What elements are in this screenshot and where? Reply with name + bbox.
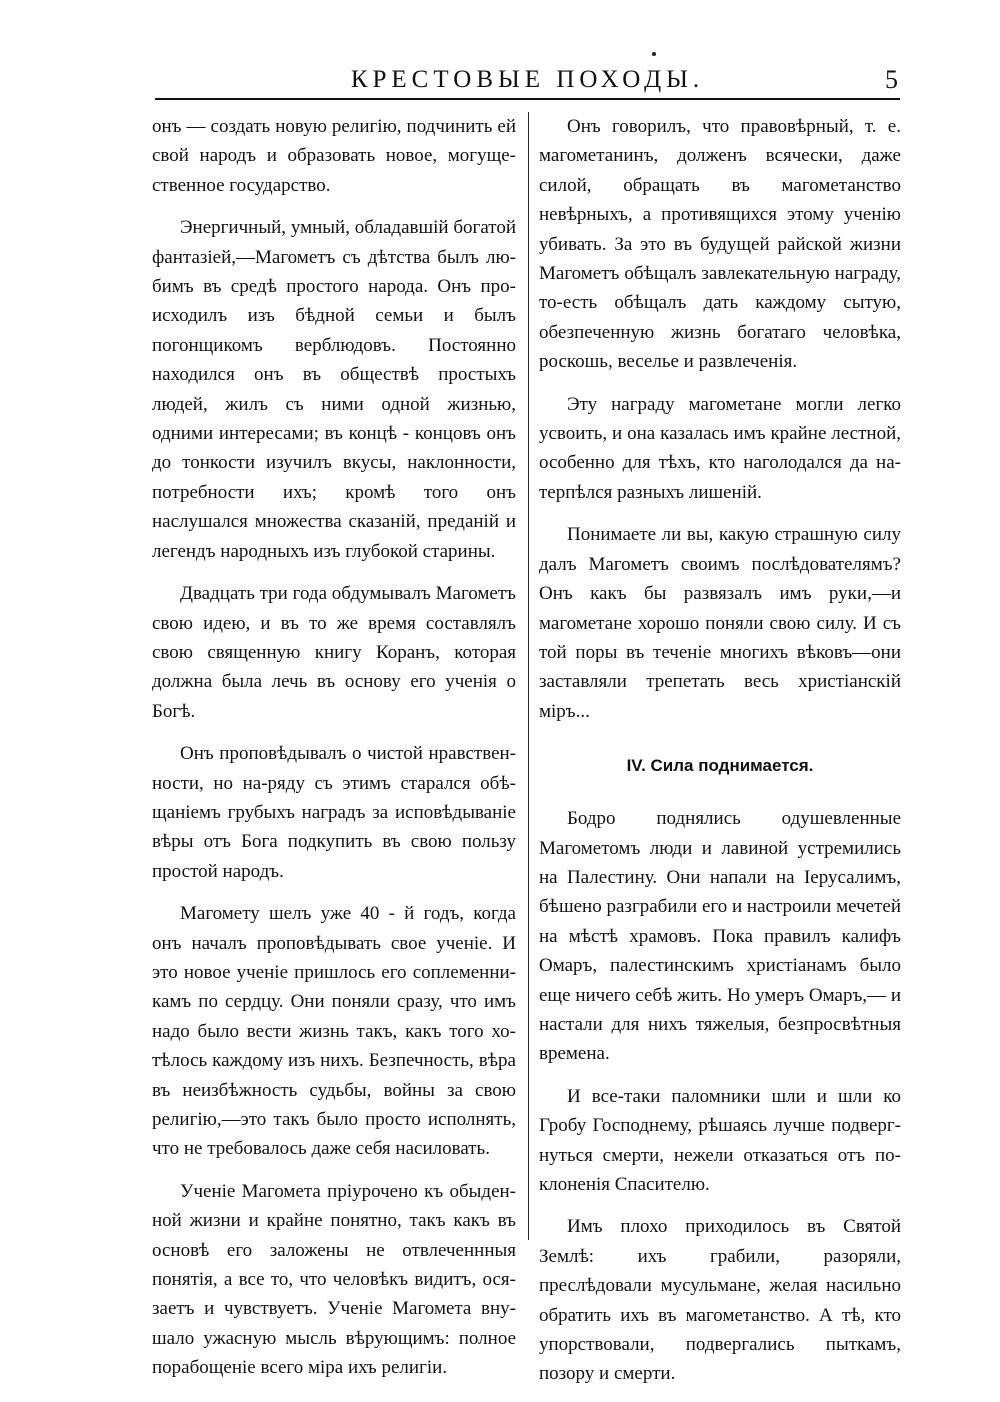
paragraph: Бодро поднялись одушевленные Магометомъ люди и лавиной устремились на Палестину. Они напали на Іерусалимъ, бѣшено разграбили его и настроили мечетей на мѣстѣ храмовъ. Пока правилъ калифъ Омаръ, палестинскимъ христіанамъ было еще ничего себѣ жить. Но умеръ Омаръ,— и настали для нихъ тяжелыя, безпросвѣтныя времена. bbox=[539, 808, 901, 1065]
left-column bbox=[152, 112, 516, 1396]
printed-dot bbox=[652, 52, 656, 56]
paragraph: Понимаете ли вы, какую страшную силу далъ Магометъ своимъ послѣдователямъ? Онъ какъ бы развязалъ имъ руки,—и магометане хорошо поняли свою силу. И съ той поры въ теченіе многихъ вѣковъ—они заставляли трепетать весь христіанскій міръ... bbox=[539, 524, 901, 722]
right-column bbox=[539, 112, 901, 1402]
paragraph: Энергичный, умный, обладавшій богатой фантазіей,—Магометъ съ дѣтства былъ любимъ въ средѣ простого народа. Онъ происходилъ изъ бѣдной семьи и былъ погонщикомъ верблюдовъ. Постоянно находился онъ въ обществѣ простыхъ людей, жилъ съ ними одной жизнью, одними интересами; въ концѣ - концовъ онъ до тонкости изучилъ вкусы, наклонности, потребности ихъ; кромѣ того онъ наслушался множества сказаній, преданій и легендъ народныхъ изъ глубокой старины. bbox=[152, 217, 516, 562]
header-rule bbox=[155, 98, 900, 100]
paragraph: онъ — создать новую религію, подчинить ей свой народъ и образовать новое, могущественное государство. bbox=[152, 116, 516, 196]
paragraph: Эту награду магометане могли легко усвоить, и она казалась имъ крайне лестной, особенно для тѣхъ, кто наголодался да натерпѣлся разныхъ лишеній. bbox=[539, 393, 901, 503]
column-divider bbox=[528, 112, 529, 1240]
section-heading: IV. Сила поднимается. bbox=[626, 756, 814, 776]
paragraph: Двадцать три года обдумывалъ Магометъ свою идею, и въ то же время составлялъ свою священную книгу Коранъ, которая должна была лечь въ основу его ученія о Богѣ. bbox=[152, 583, 516, 722]
paragraph: Ученіе Магомета пріурочено къ обыденной жизни и крайне понятно, такъ какъ въ основѣ его заложены не отвлеченнныя понятія, а все то, что человѣкъ видитъ, осязаетъ и чувствуетъ. Ученіе Магомета внушало ужасную мысль вѣрующимъ: полное порабощеніе всего міра ихъ религіи. bbox=[152, 1180, 516, 1379]
page-number: 5 bbox=[885, 65, 898, 94]
paragraph: Магомету шелъ уже 40 - й годъ, когда онъ началъ проповѣдывать свое ученіе. И это новое ученіе пришлось его соплеменникамъ по сердцу. Они поняли сразу, что имъ надо было вести жизнь такъ, какъ того хотѣлось каждому изъ нихъ. Безпечность, вѣра въ неизбѣжность судьбы, войны за свою религію,—это такъ было просто исполнять, что не требовалось даже себя насиловать. bbox=[152, 903, 516, 1160]
paragraph: Имъ плохо приходилось въ Святой Землѣ: ихъ грабили, разоряли, преслѣдовали мусульмане, желая насильно обратить ихъ въ магометанство. А тѣ, кто упорствовали, подвергались пыткамъ, позору и смерти. bbox=[539, 1216, 901, 1385]
running-title: КРЕСТОВЫЕ ПОХОДЫ. bbox=[350, 66, 705, 93]
paragraph: И все-таки паломники шли и шли ко Гробу Господнему, рѣшаясь лучше подвергнуться смерти, нежели отказаться отъ поклоненія Спасителю. bbox=[539, 1085, 901, 1195]
paragraph: Онъ проповѣдывалъ о чистой нравственности, но на-ряду съ этимъ старался обѣщаніемъ грубыхъ наградъ за исповѣдываніе вѣры отъ Бога подкупить въ свою пользу простой народъ. bbox=[152, 743, 516, 882]
paragraph: Онъ говорилъ, что правовѣрный, т. е. магометанинъ, долженъ всячески, даже силой, обращать въ магометанство невѣрныхъ, а противящихся этому ученію убивать. За это въ будущей райской жизни Магометъ обѣщалъ завлекательную награду, то-есть обѣщалъ дать каждому сытую, обезпеченную жизнь богатаго человѣка, роскошь, веселье и развлеченія. bbox=[539, 116, 901, 373]
page-header bbox=[155, 64, 900, 96]
